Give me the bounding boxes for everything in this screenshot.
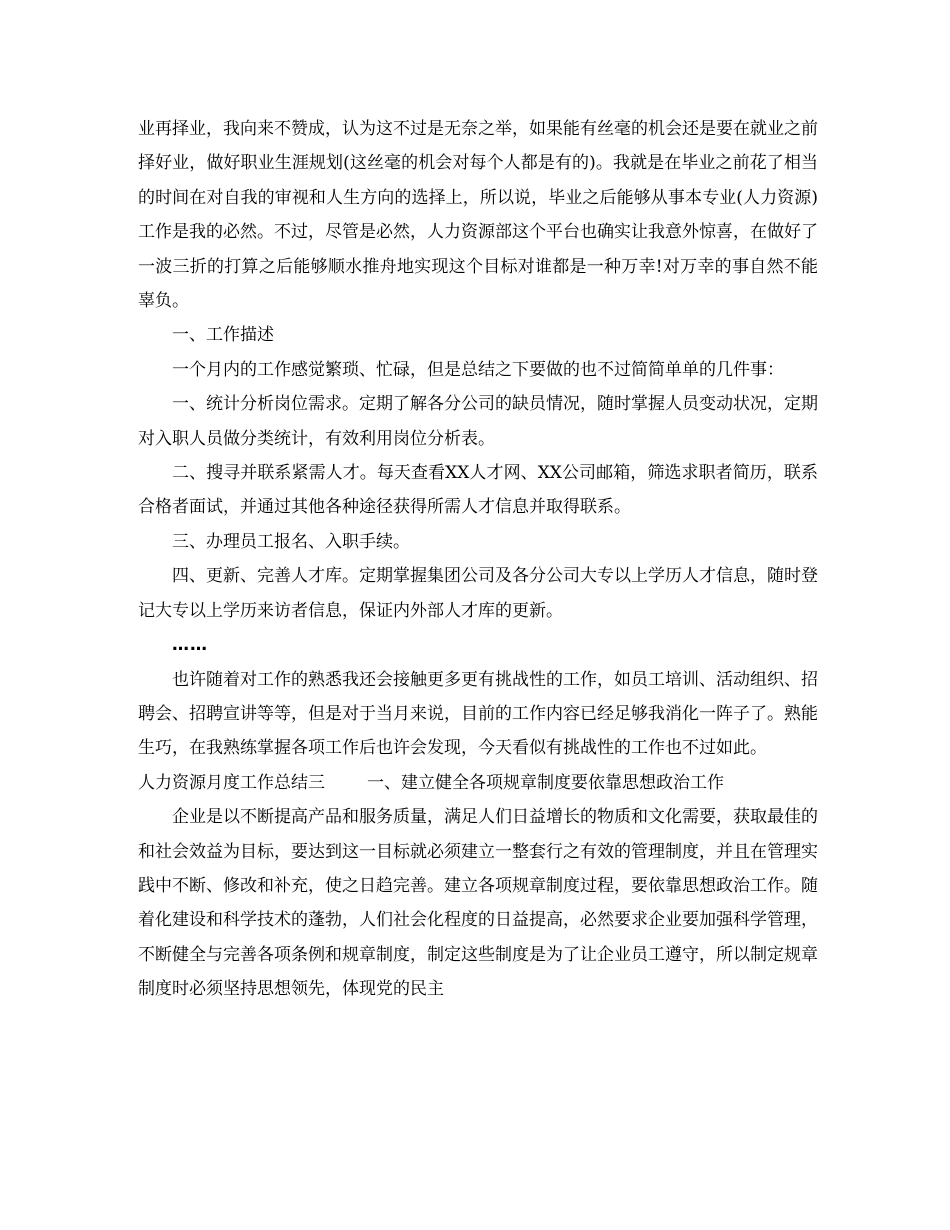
intro-paragraph: 业再择业，我向来不赞成，认为这不过是无奈之举，如果能有丝毫的机会还是要在就业之前择好业，做好职业生涯规划(这丝毫的机会对每个人都是有的)。我就是在毕业之前花了相当的时间在对自我的审视和人生方向的选择上，所以说，毕业之后能够从事本专业(人力资源)工作是我的必然。不过，尽管是必然，人力资源部这个平台也确实让我意外惊喜，在做好了一波三折的打算之后能够顺水推舟地实现这个目标对谁都是一种万幸!对万幸的事自然不能辜负。 bbox=[138, 119, 818, 312]
document-body bbox=[138, 112, 818, 1007]
section-heading-work-description: 一、工作描述 bbox=[172, 325, 274, 346]
section-title-three-label: 人力资源月度工作总结三 bbox=[138, 772, 325, 793]
work-item-1: 一、统计分析岗位需求。定期了解各分公司的缺员情况，随时掌握人员变动状况，定期对入职人员做分类统计，有效利用岗位分析表。 bbox=[138, 394, 818, 449]
work-item-3: 三、办理员工报名、入职手续。 bbox=[172, 531, 410, 552]
rules-system-paragraph: 企业是以不断提高产品和服务质量，满足人们日益增长的物质和文化需要，获取最佳的和社会效益为目标，要达到这一目标就必须建立一整套行之有效的管理制度，并且在管理实践中不断、修改和补充，使之日趋完善。建立各项规章制度过程，要依靠思想政治工作。随着化建设和科学技术的蓬勃，人们社会化程度的日益提高，必然要求企业要加强科学管理，不断健全与完善各项条例和规章制度，制定这些制度是为了让企业员工遵守，所以制定规章制度时必须坚持思想领先，体现党的民主 bbox=[138, 807, 818, 1000]
section-title-three-subheading: 一、建立健全各项规章制度要依靠思想政治工作 bbox=[367, 772, 724, 793]
work-item-4: 四、更新、完善人才库。定期掌握集团公司及各分公司大专以上学历人才信息，随时登记大专以上学历来访者信息，保证内外部人才库的更新。 bbox=[138, 566, 818, 621]
work-item-2: 二、搜寻并联系紧需人才。每天查看XX人才网、XX公司邮箱，筛选求职者简历，联系合格者面试，并通过其他各种途径获得所需人才信息并取得联系。 bbox=[138, 463, 818, 518]
future-work-paragraph: 也许随着对工作的熟悉我还会接触更多更有挑战性的工作，如员工培训、活动组织、招聘会、招聘宣讲等等，但是对于当月来说，目前的工作内容已经足够我消化一阵子了。熟能生巧，在我熟练掌握各项工作后也许会发现，今天看似有挑战性的工作也不过如此。 bbox=[138, 669, 818, 759]
section-title-three bbox=[138, 766, 818, 800]
month-summary-paragraph: 一个月内的工作感觉繁琐、忙碌，但是总结之下要做的也不过简简单单的几件事： bbox=[172, 359, 784, 380]
ellipsis-marker: …… bbox=[172, 635, 208, 656]
